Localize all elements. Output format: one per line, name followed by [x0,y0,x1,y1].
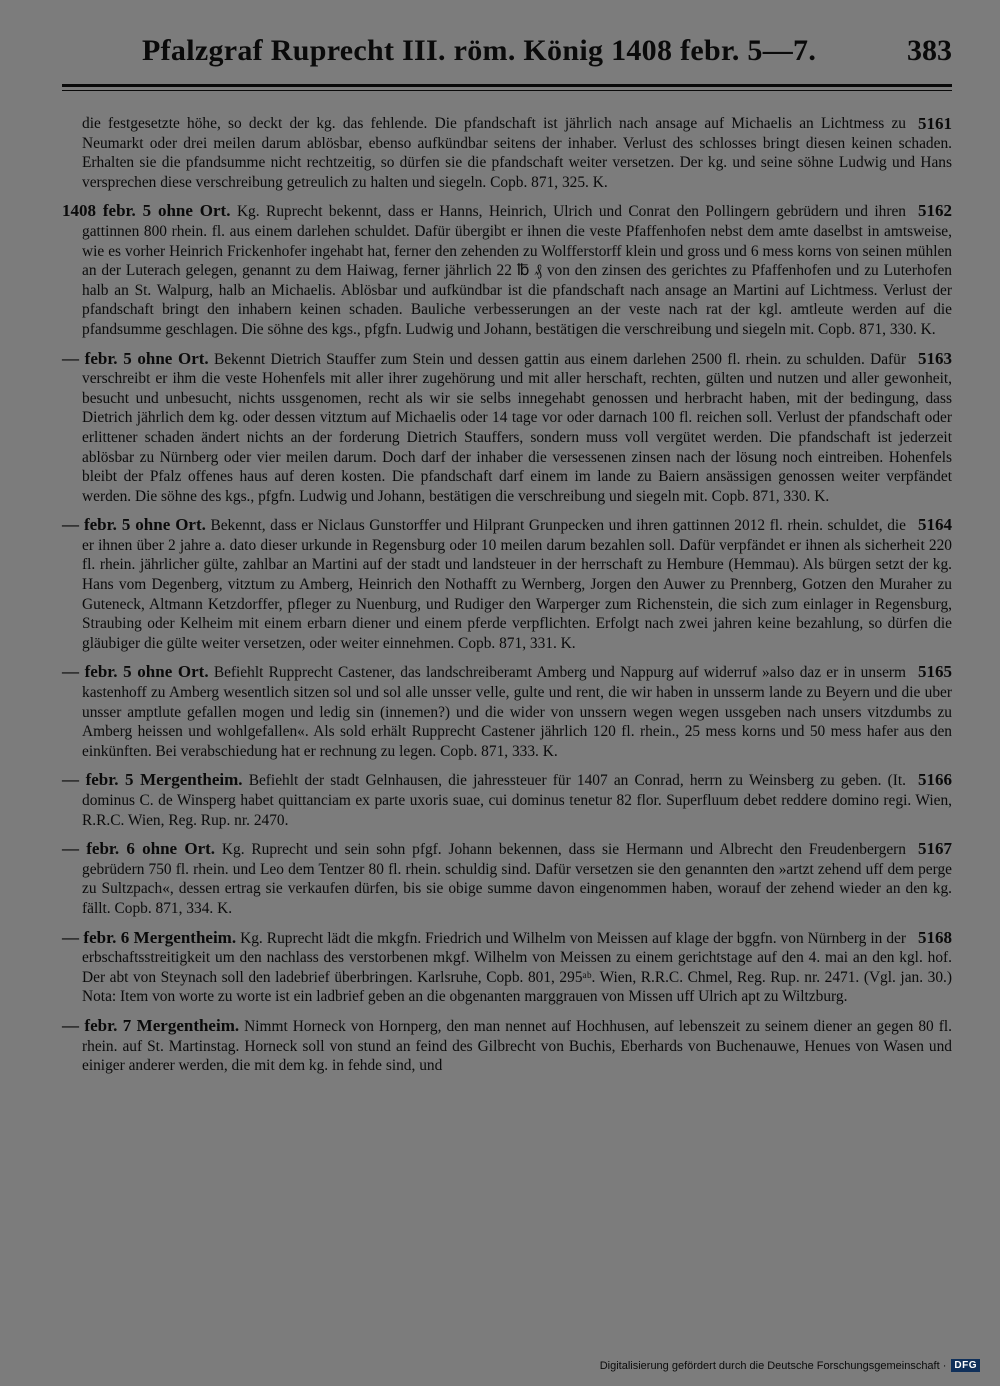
regest-date-place: 1408 febr. 5 ohne Ort. [62,201,231,221]
regest-entry [62,1016,952,1076]
regest-text: Befiehlt Rupprecht Castener, das landschreiberamt Amberg und Nappurg auf widerruf »also daz er in unserm kastenhoff zu Amberg wesentlich sitzen sol und sol alle unsser velle, gulte und rent, die wir haben in unsserm lande zu Beyern und die uber unsser amptlute gefallen mogen und ledig sin (innemen?) und die wider von unssern wegen wegen ussgeben nach unsers vitzdumbs zu Amberg heissen und wohlgefallen«. Als sold erhält Rupprecht Castener jährlich 120 fl. rhein., 25 mess korns und 50 mess hafer aus den einkünften. Bei verabschiedung hat er rechnung zu legen. Copb. 871, 333. K. [82,664,952,760]
regest-number: 5165 [918,662,952,682]
regest-entry [62,770,952,830]
regest-text: Bekennt Dietrich Stauffer zum Stein und dessen gattin aus einem darlehen 2500 fl. rhein. zu schulden. Dafür verschreibt er ihm die veste Hohenfels mit aller ihrer zugehörung und mit aller herschaft, rechten, gülten und nutzen und aller gewonheit, besucht und unbesucht, nichts ussgenomen, recht als wir sie selbs innegehabt genossen und herbracht haben, mit der bedingung, dass Dietrich jährlich dem kg. oder dessen vitztum auf Michaelis oder 14 tage vor oder darnach 100 fl. reichen soll. Verlust der pfandschaft oder erlittener schaden ändert nichts an der forderung Dietrich Stauffers, sondern muss voll vergütet werden. Die pfandschaft ist jederzeit ablösbar zu Nürnberg oder vier meilen darum. Doch darf der inhaber die versessenen zinsen nach der lösung noch eintreiben. Hohenfels bleibt der Pfalz offenes haus auf deren kosten. Die pfandschaft darf einem im lande zu Baiern ansässigen genossen weiter verpfändet werden. Die söhne des kgs., pfgfn. Ludwig und Johann, bestätigen die verschreibung und siegeln mit. Copb. 871, 330. K. [82,350,952,505]
regest-number: 5161 [918,114,952,133]
running-title: Pfalzgraf Ruprecht III. röm. König 1408 febr. 5—7. [142,34,817,67]
regest-date-place: — febr. 6 Mergentheim. [62,927,237,947]
regest-date-place: — febr. 5 ohne Ort. [62,515,206,535]
regest-entry [62,662,952,761]
regest-text: Befiehlt der stadt Gelnhausen, die jahressteuer für 1407 an Conrad, herrn zu Weinsberg zu geben. (It. dominus C. de Winsperg habet quittanciam ex parte uxoris suae, cui dominus tenetur 82 flor. Superfluum debet reddere domino regi. Wien, R.R.C. Wien, Reg. Rup. nr. 2470. [82,772,952,829]
regest-entry [62,349,952,507]
regest-date-place: — febr. 6 ohne Ort. [62,839,216,859]
regest-number: 5166 [918,770,952,790]
regest-date-place: — febr. 5 ohne Ort. [62,348,209,368]
regest-date-place: — febr. 7 Mergentheim. [62,1015,240,1035]
regest-entry [62,515,952,653]
dfg-logo: DFG [951,1359,980,1372]
regest-text: Kg. Ruprecht lädt die mkgfn. Friedrich und Wilhelm von Meissen auf klage der bggfn. von Nürnberg in der erbschaftsstreitigkeit um den nachlass des verstorbenen mkgf. Wilhelm von Meissen zu einem gerichtstage auf den 4. mai an den kgl. hof. Der abt von Steynach soll den ladebrief überbringen. Karlsruhe, Copb. 801, 295ᵃᵇ. Wien, R.R.C. Chmel, Reg. Rup. nr. 2471. (Vgl. jan. 30.) Nota: Item von worte zu worte ist ein ladbrief geben an die obgenanten marggrauen von Missen uff Ulrich apt zu Wiltzburg. [82,929,952,1006]
regest-number: 5163 [918,348,952,368]
regest-entry [62,114,952,192]
regest-entry [62,928,952,1007]
regest-text: Kg. Ruprecht und sein sohn pfgf. Johann bekennen, dass sie Hermann und Albrecht den Freudenbergern gebrüdern 750 fl. rhein. und Leo dem Tentzer 80 fl. rhein. schuldig sind. Dafür versetzen sie den genannten den »artzt zehend uff dem perge zu Sultzpach«, dessen ertrag sie verkaufen dürfen, bis sie obige summe davon eingenommen haben, worauf der zehend wieder an den kg. fällt. Copb. 871, 334. K. [82,841,952,917]
header-rule-thick [62,84,952,87]
credit-text: Digitalisierung gefördert durch die Deutsche Forschungsgemeinschaft · [599,1359,947,1372]
page-header [62,30,952,74]
regest-text: Nimmt Horneck von Hornperg, den man nennet auf Hochhusen, auf lebenszeit zu seinem diener an gegen 80 fl. rhein. auf St. Martinstag. Horneck soll von stund an feind des Gilbrecht von Buchis, Eberhards von Buchenauwe, Henues von Wasen und einiger anderer werden, die mit dem kg. in fehde sind, und [82,1017,952,1075]
regest-date-place: — febr. 5 ohne Ort. [62,662,209,682]
digitization-credit [600,1359,980,1372]
regest-number: 5167 [918,839,952,859]
header-rule-thin [62,90,952,91]
page-number: 383 [907,34,952,67]
regest-entry [62,201,952,339]
regest-number: 5168 [918,927,952,947]
regest-text: Bekennt, dass er Niclaus Gunstorffer und Hilprant Grunpecken und ihren gattinnen 2012 fl. rhein. schuldet, die er ihnen über 2 jahre a. dato dieser urkunde in Regensburg oder 10 meilen darum bezahlen soll. Dafür verpfändet er ihnen als sicherheit 220 fl. rhein. jährlicher gülte, zahlbar an Martini auf der stadt und landsteuer in der herrschaft zu Hembure (Hemmau). Als bürgen setzt der kg. Hans vom Degenberg, vitztum zu Amberg, Heinrich den Nothafft zu Wernberg, Jorgen den Auwer zu Prennberg, Gotzen den Muraher zu Guteneck, Altmann Ketzdorffer, pfleger zu Nuenburg, und Rudiger den Warperger zum Richenstein, die sich zum einlager in Regensburg, Straubing oder Kelheim mit einem erbarn diener und einem pferde verpflichten. Erfolgt nach zwei jahren keine bezahlung, so dürfen die gläubiger die gülte weiter versetzen, oder weiter einnehmen. Copb. 871, 331. K. [82,517,952,652]
regest-number: 5164 [918,515,952,535]
regest-number: 5162 [918,201,952,221]
regest-text: die festgesetzte höhe, so deckt der kg. das fehlende. Die pfandschaft ist jährlich nach ansage auf Michaelis an Lichtmess zu Neumarkt oder drei meilen darum ablösbar, ebenso aufkündbar seitens der inhaber. Verlust des schlosses bringt diesen keinen schaden. Erhalten sie die pfandsumme nicht rechtzeitig, so dürfen sie die pfandschaft weiter versetzen. Der kg. und seine söhne Ludwig und Hans versprechen diese verschreibung getreulich zu halten und siegeln. Copb. 871, 325. K. [82,115,952,191]
regest-entry [62,839,952,918]
regest-date-place: — febr. 5 Mergentheim. [62,770,243,790]
regest-text: Kg. Ruprecht bekennt, dass er Hanns, Heinrich, Ulrich und Conrat den Pollingern gebrüdern und ihren gattinnen 800 rhein. fl. aus einem darlehen schuldet. Dafür übergibt er ihnen die veste Pfaffenhofen nebst dem amte daselbst in amtsweise, wie es vorher Heinrich Frickenhofer ingehabt hat, ferner den zehenden zu Wolfferstorff klein und gross und 6 mess korns von seinen mühlen an der Luterach gelegen, genannt zu dem Haiwag, ferner jährlich 22 ℔ ₰ von den zinsen des gerichtes zu Pfaffenhofen und zu Luterhofen halb an St. Walpurg, halb an Michaelis. Ablösbar und aufkündbar ist die pfandschaft nach ansage an Martini auf Lichtmess. Verlust der pfandschaft bringt den inhabern keinen schaden. Bauliche verbesserungen an der veste nach rat der kgl. amtleute werden auf die pfandsumme geschlagen. Die söhne des kgs., pfgfn. Ludwig und Johann, bestätigen die verschreibung und siegeln mit. Copb. 871, 330. K. [82,203,952,338]
regesta-body [62,114,952,1085]
